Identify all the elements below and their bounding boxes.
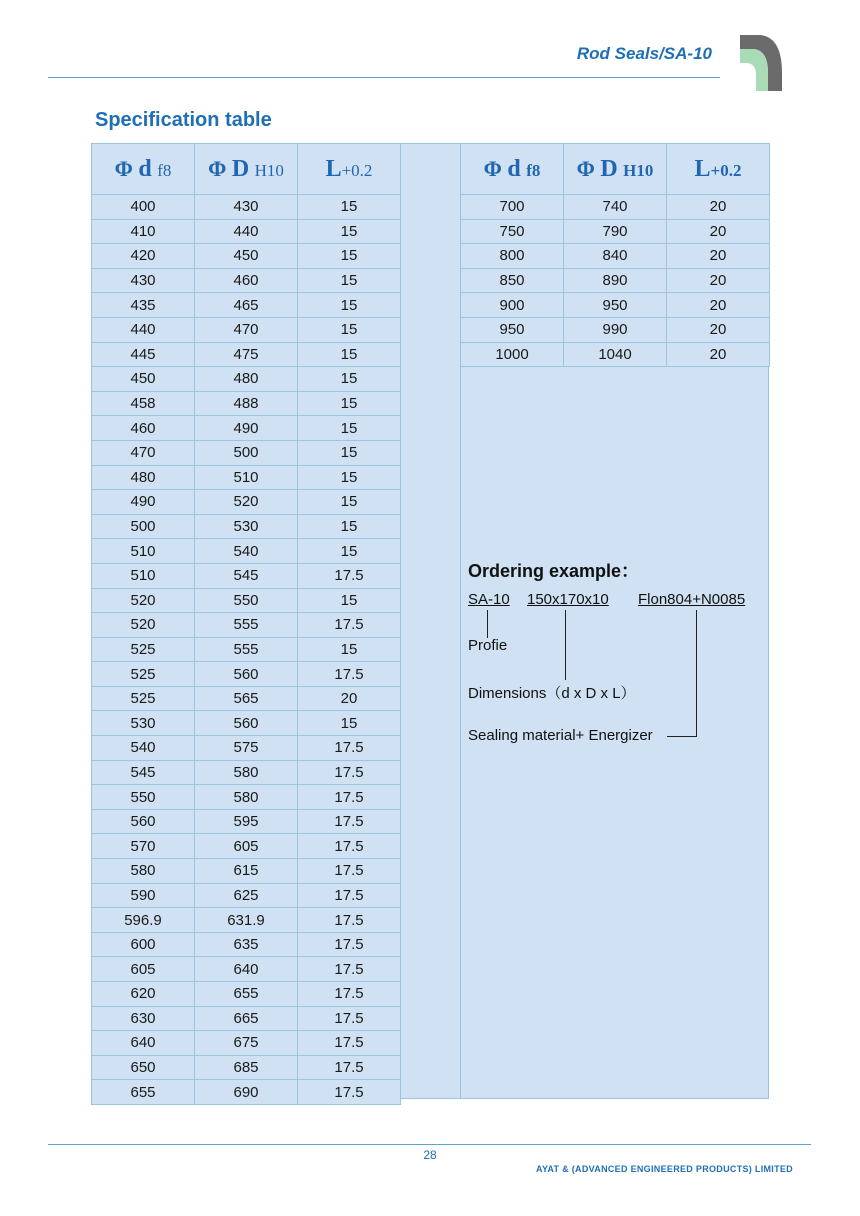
table-row — [92, 440, 401, 465]
cell-d: 900 — [461, 293, 564, 318]
cell-L: 17.5 — [298, 1031, 401, 1056]
table-row — [92, 293, 401, 318]
cell-L: 15 — [298, 637, 401, 662]
cell-D: 488 — [195, 391, 298, 416]
cell-L: 20 — [667, 268, 770, 293]
cell-L: 15 — [298, 342, 401, 367]
cell-D: 655 — [195, 982, 298, 1007]
table-row — [92, 195, 401, 220]
cell-d: 596.9 — [92, 908, 195, 933]
cell-D: 530 — [195, 514, 298, 539]
cell-L: 15 — [298, 490, 401, 515]
cell-D: 640 — [195, 957, 298, 982]
table-row — [92, 982, 401, 1007]
cell-D: 465 — [195, 293, 298, 318]
cell-D: 470 — [195, 317, 298, 342]
cell-L: 15 — [298, 588, 401, 613]
dimensions-connector — [565, 610, 566, 680]
cell-L: 17.5 — [298, 859, 401, 884]
header-L: L+0.2 — [298, 144, 401, 195]
cell-L: 15 — [298, 514, 401, 539]
cell-D: 840 — [564, 244, 667, 269]
table-row — [92, 613, 401, 638]
table-row — [461, 268, 770, 293]
cell-D: 625 — [195, 883, 298, 908]
cell-L: 17.5 — [298, 1006, 401, 1031]
cell-L: 17.5 — [298, 982, 401, 1007]
cell-D: 550 — [195, 588, 298, 613]
cell-D: 480 — [195, 367, 298, 392]
cell-L: 15 — [298, 416, 401, 441]
cell-L: 15 — [298, 244, 401, 269]
cell-L: 17.5 — [298, 932, 401, 957]
cell-L: 20 — [667, 317, 770, 342]
table-row — [92, 317, 401, 342]
cell-d: 545 — [92, 760, 195, 785]
cell-d: 435 — [92, 293, 195, 318]
cell-L: 17.5 — [298, 1080, 401, 1105]
cell-D: 555 — [195, 613, 298, 638]
cell-L: 17.5 — [298, 760, 401, 785]
table-row — [92, 219, 401, 244]
cell-d: 850 — [461, 268, 564, 293]
profile-label: Profie — [468, 637, 508, 654]
cell-D: 565 — [195, 686, 298, 711]
cell-d: 510 — [92, 563, 195, 588]
cell-L: 15 — [298, 195, 401, 220]
table-row — [461, 293, 770, 318]
cell-L: 15 — [298, 317, 401, 342]
section-title: Specification table — [95, 109, 272, 131]
table-row — [92, 490, 401, 515]
cell-L: 17.5 — [298, 809, 401, 834]
cell-D: 490 — [195, 416, 298, 441]
cell-D: 685 — [195, 1055, 298, 1080]
table-row — [92, 662, 401, 687]
cell-L: 17.5 — [298, 883, 401, 908]
table-row — [92, 367, 401, 392]
cell-L: 20 — [667, 342, 770, 367]
cell-d: 458 — [92, 391, 195, 416]
table-row — [461, 195, 770, 220]
table-row — [92, 588, 401, 613]
cell-D: 430 — [195, 195, 298, 220]
cell-L: 15 — [298, 539, 401, 564]
table-row — [461, 219, 770, 244]
dimensions-label: Dimensions（d x D x L） — [468, 685, 636, 702]
cell-d: 750 — [461, 219, 564, 244]
table-row — [92, 809, 401, 834]
cell-d: 540 — [92, 736, 195, 761]
cell-d: 580 — [92, 859, 195, 884]
cell-L: 17.5 — [298, 908, 401, 933]
table-row — [92, 736, 401, 761]
cell-d: 570 — [92, 834, 195, 859]
table-row — [92, 1006, 401, 1031]
cell-L: 15 — [298, 367, 401, 392]
cell-D: 665 — [195, 1006, 298, 1031]
table-row — [92, 244, 401, 269]
cell-L: 15 — [298, 268, 401, 293]
table-row — [92, 711, 401, 736]
cell-D: 575 — [195, 736, 298, 761]
cell-D: 890 — [564, 268, 667, 293]
profile-code: SA-10 — [468, 591, 510, 608]
table-row — [461, 317, 770, 342]
cell-d: 530 — [92, 711, 195, 736]
cell-D: 500 — [195, 440, 298, 465]
cell-d: 440 — [92, 317, 195, 342]
table-row — [92, 416, 401, 441]
cell-d: 600 — [92, 932, 195, 957]
cell-L: 20 — [667, 293, 770, 318]
cell-d: 1000 — [461, 342, 564, 367]
cell-L: 17.5 — [298, 785, 401, 810]
cell-d: 590 — [92, 883, 195, 908]
table-row — [92, 834, 401, 859]
cell-D: 580 — [195, 760, 298, 785]
cell-D: 631.9 — [195, 908, 298, 933]
cell-D: 520 — [195, 490, 298, 515]
cell-D: 560 — [195, 711, 298, 736]
cell-d: 510 — [92, 539, 195, 564]
cell-L: 17.5 — [298, 957, 401, 982]
cell-d: 520 — [92, 588, 195, 613]
cell-D: 475 — [195, 342, 298, 367]
cell-D: 950 — [564, 293, 667, 318]
table-row — [92, 1080, 401, 1105]
cell-d: 460 — [92, 416, 195, 441]
cell-d: 520 — [92, 613, 195, 638]
cell-d: 640 — [92, 1031, 195, 1056]
table-row — [92, 391, 401, 416]
cell-D: 1040 — [564, 342, 667, 367]
header-D: Φ D H10 — [564, 144, 667, 195]
cell-L: 20 — [667, 195, 770, 220]
page-number: 28 — [423, 1148, 437, 1162]
cell-D: 595 — [195, 809, 298, 834]
cell-d: 605 — [92, 957, 195, 982]
ordering-example-title: Ordering example： — [468, 561, 640, 581]
cell-L: 15 — [298, 440, 401, 465]
cell-d: 445 — [92, 342, 195, 367]
cell-D: 740 — [564, 195, 667, 220]
cell-D: 605 — [195, 834, 298, 859]
cell-L: 15 — [298, 391, 401, 416]
cell-L: 17.5 — [298, 1055, 401, 1080]
profile-connector — [487, 610, 488, 638]
cell-D: 450 — [195, 244, 298, 269]
footer-divider — [48, 1144, 811, 1145]
cell-d: 655 — [92, 1080, 195, 1105]
cell-L: 20 — [667, 244, 770, 269]
table-row — [92, 1031, 401, 1056]
cell-d: 620 — [92, 982, 195, 1007]
cell-d: 430 — [92, 268, 195, 293]
cell-L: 20 — [667, 219, 770, 244]
cell-d: 700 — [461, 195, 564, 220]
cell-d: 800 — [461, 244, 564, 269]
cell-D: 555 — [195, 637, 298, 662]
table-row — [92, 760, 401, 785]
cell-D: 560 — [195, 662, 298, 687]
header-D: Φ D H10 — [195, 144, 298, 195]
header-d: Φ d f8 — [92, 144, 195, 195]
table-row — [92, 883, 401, 908]
cell-D: 510 — [195, 465, 298, 490]
cell-d: 490 — [92, 490, 195, 515]
cell-d: 470 — [92, 440, 195, 465]
cell-d: 630 — [92, 1006, 195, 1031]
cell-D: 545 — [195, 563, 298, 588]
table-row — [92, 539, 401, 564]
header-divider — [48, 77, 720, 78]
cell-d: 480 — [92, 465, 195, 490]
table-row — [92, 563, 401, 588]
cell-D: 460 — [195, 268, 298, 293]
cell-D: 790 — [564, 219, 667, 244]
cell-D: 540 — [195, 539, 298, 564]
spec-table-right — [460, 143, 770, 367]
cell-L: 17.5 — [298, 563, 401, 588]
header-title: Rod Seals/SA-10 — [576, 44, 712, 63]
cell-D: 990 — [564, 317, 667, 342]
table-header-row — [461, 144, 770, 195]
material-code: Flon804+N0085 — [638, 591, 746, 608]
table-row — [92, 686, 401, 711]
cell-L: 15 — [298, 465, 401, 490]
cell-L: 17.5 — [298, 736, 401, 761]
dimensions-code: 150x170x10 — [527, 591, 609, 608]
cell-d: 950 — [461, 317, 564, 342]
cell-D: 440 — [195, 219, 298, 244]
table-row — [92, 932, 401, 957]
table-row — [92, 908, 401, 933]
table-row — [92, 785, 401, 810]
header-d: Φ d f8 — [461, 144, 564, 195]
cell-d: 525 — [92, 637, 195, 662]
table-row — [92, 465, 401, 490]
cell-d: 500 — [92, 514, 195, 539]
cell-L: 17.5 — [298, 834, 401, 859]
table-row — [92, 1055, 401, 1080]
table-row — [461, 244, 770, 269]
cell-d: 420 — [92, 244, 195, 269]
table-row — [92, 342, 401, 367]
table-row — [92, 957, 401, 982]
cell-D: 615 — [195, 859, 298, 884]
table-gap-panel — [399, 143, 461, 1099]
table-row — [92, 637, 401, 662]
cell-d: 410 — [92, 219, 195, 244]
seal-profile-icon — [738, 33, 784, 93]
cell-d: 550 — [92, 785, 195, 810]
cell-L: 17.5 — [298, 613, 401, 638]
cell-D: 580 — [195, 785, 298, 810]
header-L: L+0.2 — [667, 144, 770, 195]
spec-table-left — [91, 143, 401, 1105]
cell-d: 560 — [92, 809, 195, 834]
material-connector — [696, 610, 697, 736]
cell-L: 15 — [298, 711, 401, 736]
cell-L: 20 — [298, 686, 401, 711]
cell-d: 525 — [92, 662, 195, 687]
cell-D: 635 — [195, 932, 298, 957]
cell-D: 690 — [195, 1080, 298, 1105]
cell-d: 525 — [92, 686, 195, 711]
material-connector-arm — [667, 736, 697, 737]
cell-L: 15 — [298, 219, 401, 244]
company-name: AYAT & (ADVANCED ENGINEERED PRODUCTS) LIMITED — [535, 1164, 793, 1174]
cell-L: 15 — [298, 293, 401, 318]
table-row — [461, 342, 770, 367]
table-row — [92, 268, 401, 293]
material-label: Sealing material+ Energizer — [468, 727, 653, 744]
cell-L: 17.5 — [298, 662, 401, 687]
cell-d: 400 — [92, 195, 195, 220]
cell-D: 675 — [195, 1031, 298, 1056]
table-header-row — [92, 144, 401, 195]
cell-d: 450 — [92, 367, 195, 392]
cell-d: 650 — [92, 1055, 195, 1080]
table-row — [92, 859, 401, 884]
table-row — [92, 514, 401, 539]
